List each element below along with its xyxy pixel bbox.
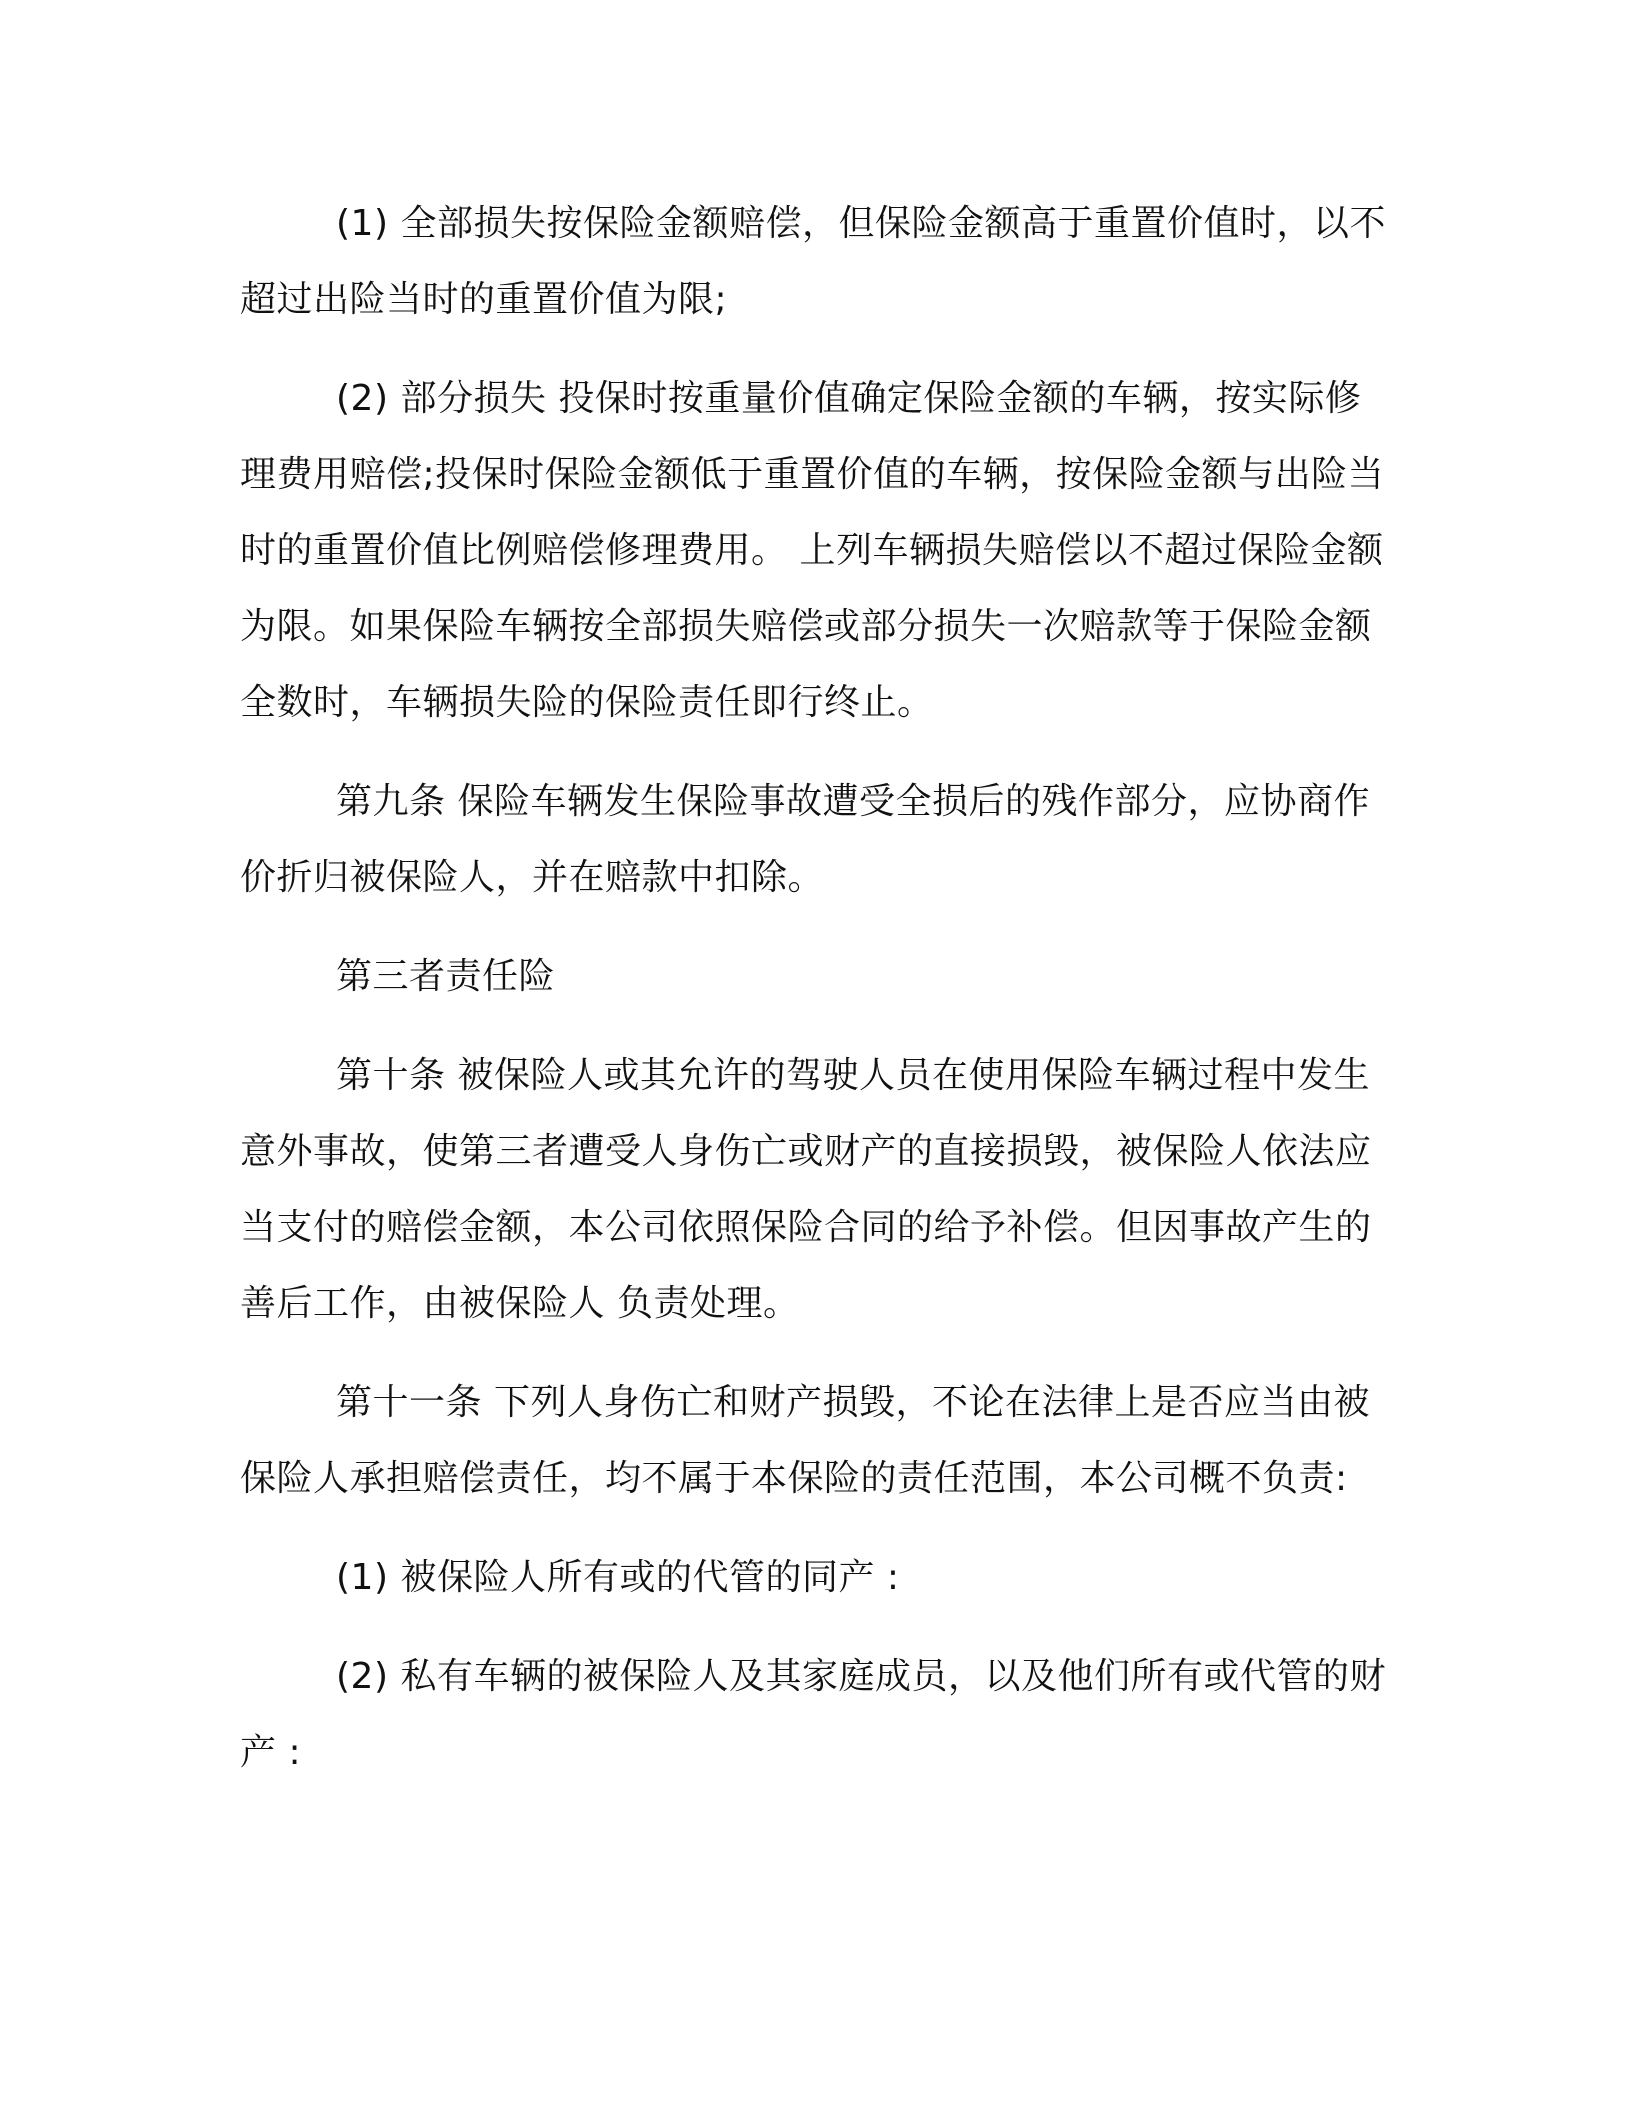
paragraph-article-10: 第十条 被保险人或其允许的驾驶人员在使用保险车辆过程中发生意外事故，使第三者遭受人身伤亡或财产的直接损毁，被保险人依法应当支付的赔偿金额，本公司依照保险合同的给予补偿。但因事故产生的善后工作，由被保险人 负责处理。: [240, 1055, 1372, 1324]
paragraph-partial-loss: (2) 部分损失 投保时按重量价值确定保险金额的车辆，按实际修理费用赔偿;投保时保险金额低于重置价值的车辆，按保险金额与出险当时的重置价值比例赔偿修理费用。 上列车辆损失赔偿以不超过保险金额为限。如果保险车辆按全部损失赔偿或部分损失一次赔款等于保险金额全数时，车辆损失险的保险责任即行终止。: [240, 378, 1385, 723]
paragraph-item-1: (1) 被保险人所有或的代管的同产 :: [336, 1557, 900, 1598]
paragraph-article-11: 第十一条 下列人身伤亡和财产损毁，不论在法律上是否应当由被保险人承担赔偿责任，均不属于本保险的责任范围，本公司概不负责:: [240, 1382, 1370, 1499]
paragraph-total-loss: (1) 全部损失按保险金额赔偿，但保险金额高于重置价值时，以不超过出险当时的重置价值为限;: [240, 203, 1386, 320]
document-body: [240, 186, 1390, 1814]
paragraph-article-9: 第九条 保险车辆发生保险事故遭受全损后的残作部分，应协商作价折归被保险人，并在赔款中扣除。: [240, 781, 1370, 898]
section-heading-third-party: 第三者责任险: [336, 956, 556, 997]
paragraph-item-2: (2) 私有车辆的被保险人及其家庭成员，以及他们所有或代管的财产 :: [240, 1656, 1386, 1773]
